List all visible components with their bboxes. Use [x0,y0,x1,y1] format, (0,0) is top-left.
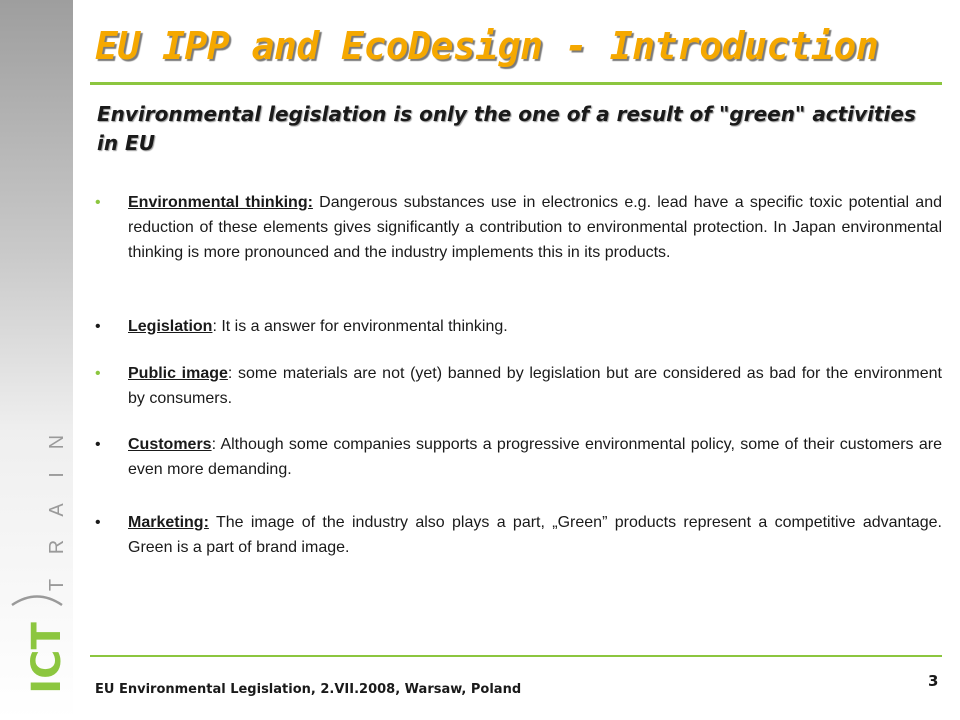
ict-train-logo [0,420,73,720]
logo-ict: ICT [24,622,70,694]
bullet-dot-icon: • [95,365,101,382]
bullet-term: Customers [128,436,212,453]
bullet-dot-icon: • [95,318,101,335]
bullet-text: Although some companies supports a progressive environmental policy, some of their customers are even more demanding. [128,436,942,478]
page-number: 3 [928,672,939,690]
logo-train-letter-a: A [46,503,68,517]
bullet-environmental-thinking [90,190,942,265]
logo-arc-icon [12,597,62,606]
bullet-customers: • Customers: Although some companies supports a progressive environmental policy, some of their customers are even more demanding. [90,432,942,482]
bullet-term: Marketing: [128,514,209,531]
logo-train-letter-t: T [46,578,68,592]
bullet-legislation: • Legislation: It is a answer for environmental thinking. [90,314,942,339]
bullet-marketing [90,510,942,560]
bullet-dot-icon: • [95,436,101,453]
footer-divider [90,655,942,657]
bullet-dot-icon: • [95,514,101,531]
bullet-text: It is a answer for environmental thinking. [221,318,508,335]
bullet-term: Environmental thinking: [128,194,313,211]
logo-train-letter-i: I [46,472,68,478]
slide-subtitle: Environmental legislation is only the one of a result of "green" activities in EU [97,102,916,155]
logo-train-letter-n: N [46,434,68,450]
bullet-term: Legislation [128,318,213,335]
title-divider [90,82,942,85]
slide-title: EU IPP and EcoDesign - Introduction [95,24,879,68]
footer-text: EU Environmental Legislation, 2.VII.2008, Warsaw, Poland [95,682,522,697]
bullet-public-image: • Public image: some materials are not (yet) banned by legislation but are considered as bad for the environment by consumers. [90,361,942,411]
bullet-text: The image of the industry also plays a part, „Green” products represent a competitive advantage. Green is a part of brand image. [128,514,943,556]
bullet-text: some materials are not (yet) banned by legislation but are considered as bad for the environment by consumers. [128,365,943,407]
bullet-text: Dangerous substances use in electronics e.g. lead have a specific toxic potential and reduction of these elements gives significantly a contribution to environmental protection. In Japan environmental thinking is more pronounced and the industry implements this in its products. [128,194,942,261]
bullet-dot-icon: • [95,194,101,211]
bullet-term: Public image [128,365,228,382]
logo-train-letter-r: R [46,539,68,555]
